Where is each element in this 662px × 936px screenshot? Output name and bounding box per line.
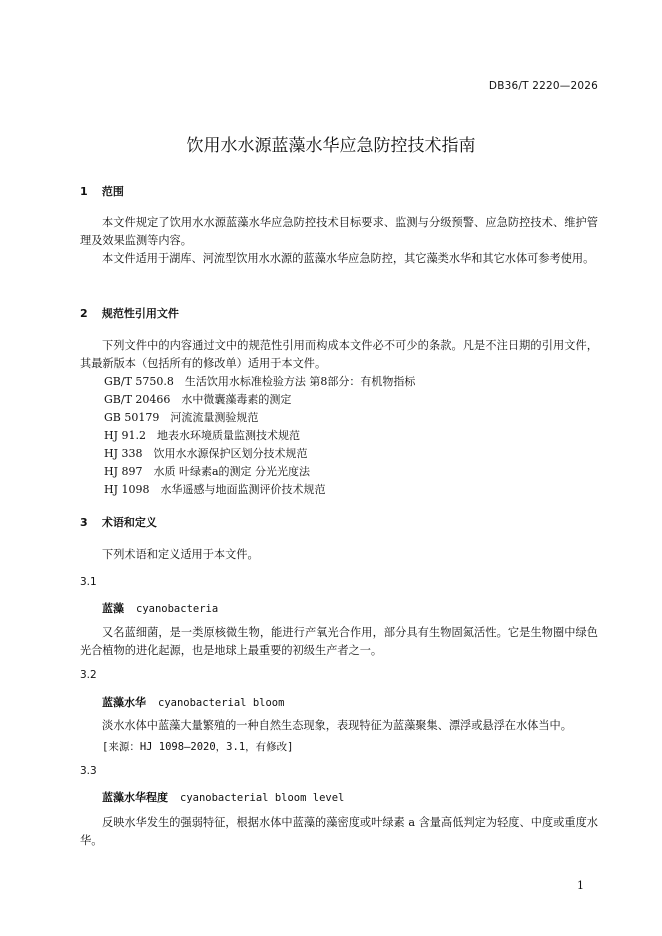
section-3-heading (80, 514, 157, 530)
section-title: 范围 (101, 185, 124, 198)
reference-item: GB/T 5750.8 生活饮用水标准检验方法 第8部分：有机物指标 (104, 375, 416, 388)
section-title: 术语和定义 (101, 516, 157, 529)
terms-intro: 下列术语和定义适用于本文件。 (102, 548, 259, 561)
reference-item: HJ 91.2 地表水环境质量监测技术规范 (104, 429, 300, 442)
reference-item: HJ 1098 水华遥感与地面监测评价技术规范 (104, 483, 326, 496)
term-english: cyanobacteria (136, 603, 219, 615)
term-english: cyanobacterial bloom level (180, 792, 345, 804)
term-definition: 又名蓝细菌，是一类原核微生物，能进行产氧光合作用，部分具有生物固氮活性。它是生物圈中绿色光合植物的进化起源，也是地球上最重要的初级生产者之一。 (80, 626, 598, 657)
section-number: 3 (80, 516, 88, 529)
term-heading (102, 694, 284, 710)
term-chinese: 蓝藻 (102, 602, 124, 615)
document-code: DB36/T 2220—2026 (488, 80, 598, 92)
term-definition: 反映水华发生的强弱特征，根据水体中蓝藻的藻密度或叶绿素 a 含量高低判定为轻度、中度或重度水华。 (80, 816, 598, 847)
reference-item: GB/T 20466 水中微囊藻毒素的测定 (104, 393, 292, 406)
term-number: 3.1 (80, 576, 97, 588)
term-heading (102, 600, 218, 616)
scope-paragraph-2: 本文件适用于湖库、河流型饮用水水源的蓝藻水华应急防控，其它藻类水华和其它水体可参考使用。 (102, 252, 595, 265)
scope-paragraph-1: 本文件规定了饮用水水源蓝藻水华应急防控技术目标要求、监测与分级预警、应急防控技术、维护管理及效果监测等内容。 (80, 216, 598, 247)
document-title: 饮用水水源蓝藻水华应急防控技术指南 (186, 136, 476, 156)
term-chinese: 蓝藻水华 (102, 696, 146, 709)
section-1-heading (80, 183, 124, 199)
section-number: 1 (80, 185, 88, 198)
page-number: 1 (577, 879, 584, 892)
term-number: 3.3 (80, 765, 97, 777)
term-chinese: 蓝藻水华程度 (102, 791, 168, 804)
reference-item: HJ 897 水质 叶绿素a的测定 分光光度法 (104, 465, 311, 478)
section-2-heading (80, 305, 179, 321)
term-heading (102, 789, 344, 805)
term-source: [来源：HJ 1098—2020，3.1，有修改] (102, 741, 294, 753)
reference-item: HJ 338 饮用水水源保护区划分技术规范 (104, 447, 308, 460)
term-english: cyanobacterial bloom (158, 697, 285, 709)
section-number: 2 (80, 307, 88, 320)
term-number: 3.2 (80, 669, 97, 681)
reference-item: GB 50179 河流流量测验规范 (104, 411, 259, 424)
term-definition: 淡水水体中蓝藻大量繁殖的一种自然生态现象，表现特征为蓝藻聚集、漂浮或悬浮在水体当中。 (102, 719, 572, 732)
references-intro: 下列文件中的内容通过文中的规范性引用而构成本文件必不可少的条款。凡是不注日期的引用文件，其最新版本（包括所有的修改单）适用于本文件。 (80, 339, 598, 370)
section-title: 规范性引用文件 (101, 307, 179, 320)
